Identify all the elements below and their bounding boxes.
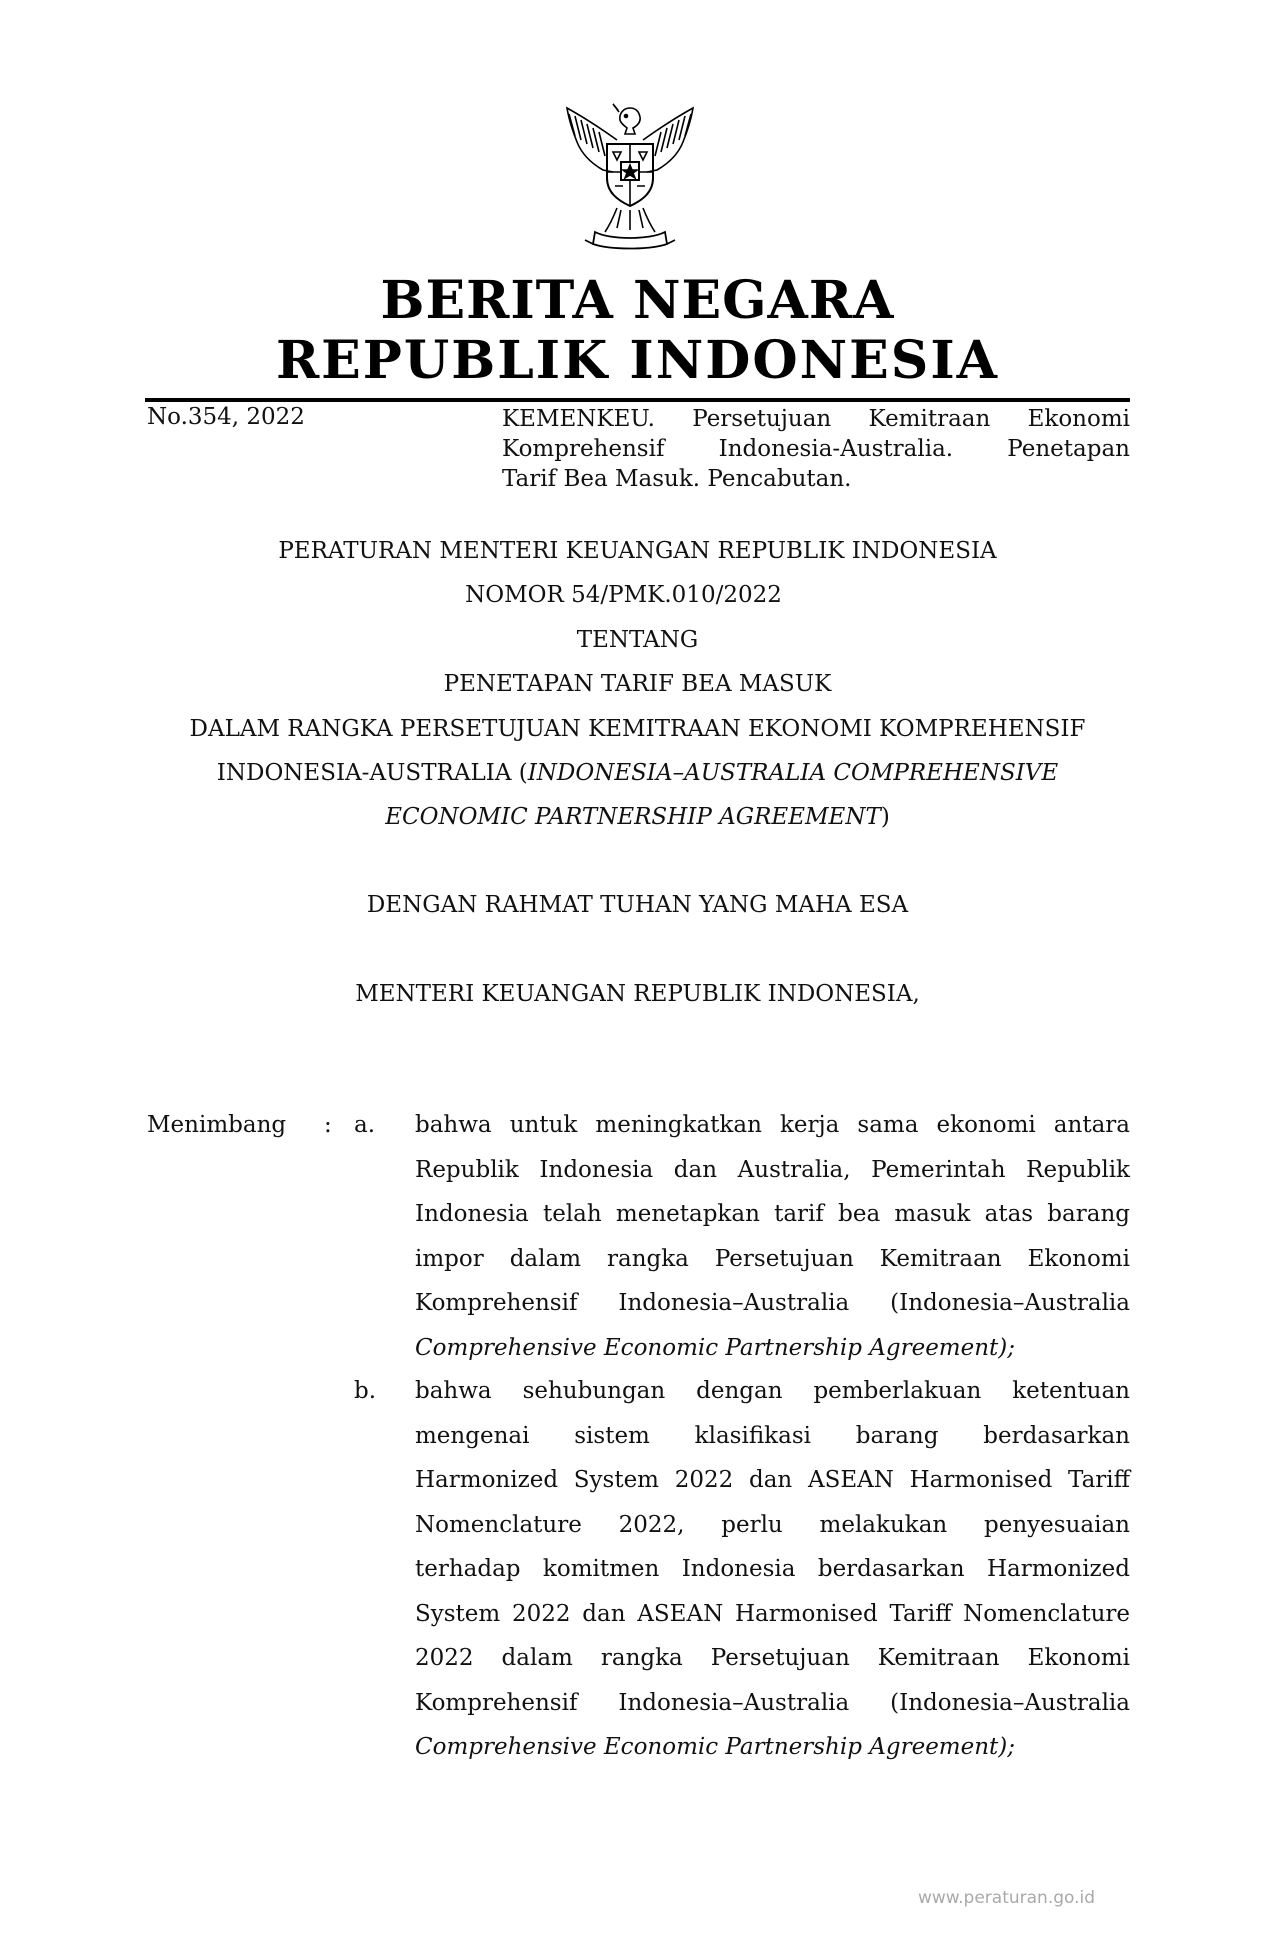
masthead-divider [145, 398, 1130, 402]
subject-line4-close: ) [880, 804, 890, 830]
issue-summary [502, 404, 1130, 494]
subject-line3-plain: INDONESIA-AUSTRALIA ( [216, 760, 528, 786]
issue-summary-line: Tarif Bea Masuk. Pencabutan. [502, 466, 852, 492]
regulation-number: NOMOR 54/PMK.010/2022 [465, 582, 782, 608]
regulation-about: TENTANG [576, 627, 699, 653]
masthead-title-line2: REPUBLIK INDONESIA [275, 330, 1000, 391]
item-line: bahwa sehubungan dengan pemberlakuan ketentuan [415, 1378, 1130, 1404]
regulation-subject-line4 [0, 804, 1275, 830]
considering-colon: : [324, 1112, 332, 1138]
item-line: Republik Indonesia dan Australia, Pemerintah Republik [415, 1156, 1130, 1183]
regulation-subject-line2: DALAM RANGKA PERSETUJUAN KEMITRAAN EKONOMI KOMPREHENSIF [189, 716, 1086, 742]
considering-label: Menimbang [147, 1112, 287, 1138]
item-text-b [415, 1369, 1130, 1770]
garuda-emblem-icon [555, 100, 705, 255]
masthead-title-line1: BERITA NEGARA [380, 270, 895, 331]
item-line: Harmonized System 2022 dan ASEAN Harmonised Tariff [415, 1467, 1130, 1493]
item-line: Komprehensif Indonesia–Australia (Indonesia–Australia [415, 1689, 1130, 1716]
item-line: Comprehensive Economic Partnership Agreement); [415, 1334, 1015, 1361]
regulation-subject-line3 [0, 760, 1275, 786]
invocation: DENGAN RAHMAT TUHAN YANG MAHA ESA [366, 892, 909, 918]
website-watermark[interactable]: www.peraturan.go.id [918, 1888, 1096, 1908]
regulation-subject-line1: PENETAPAN TARIF BEA MASUK [443, 671, 832, 697]
item-line: Indonesia telah menetapkan tarif bea masuk atas barang [415, 1201, 1130, 1227]
item-line: terhadap komitmen Indonesia berdasarkan Harmonized [415, 1556, 1130, 1582]
item-text-a [415, 1103, 1130, 1370]
minister-title: MENTERI KEUANGAN REPUBLIK INDONESIA, [355, 981, 920, 1007]
subject-line4-italic: ECONOMIC PARTNERSHIP AGREEMENT [385, 804, 881, 830]
issue-number: No.354, 2022 [147, 404, 305, 430]
item-line: Nomenclature 2022, perlu melakukan penyesuaian [415, 1511, 1130, 1538]
item-line: bahwa untuk meningkatkan kerja sama ekonomi antara [415, 1112, 1130, 1138]
issue-summary-line: KEMENKEU. Persetujuan Kemitraan Ekonomi [502, 406, 1130, 432]
item-letter-a: a. [354, 1112, 376, 1138]
subject-line3-italic: INDONESIA–AUSTRALIA COMPREHENSIVE [527, 760, 1059, 786]
item-letter-b: b. [354, 1378, 377, 1404]
item-line: impor dalam rangka Persetujuan Kemitraan Ekonomi [415, 1245, 1130, 1272]
item-line: System 2022 dan ASEAN Harmonised Tariff Nomenclature [415, 1600, 1130, 1627]
issue-summary-line: Komprehensif Indonesia-Australia. Penetapan [502, 436, 1130, 462]
item-line: Komprehensif Indonesia–Australia (Indonesia–Australia [415, 1290, 1130, 1316]
item-line: mengenai sistem klasifikasi barang berdasarkan [415, 1422, 1130, 1449]
item-line: 2022 dalam rangka Persetujuan Kemitraan Ekonomi [415, 1645, 1130, 1671]
item-line: Comprehensive Economic Partnership Agreement); [415, 1734, 1015, 1760]
regulation-heading: PERATURAN MENTERI KEUANGAN REPUBLIK INDONESIA [278, 538, 997, 564]
